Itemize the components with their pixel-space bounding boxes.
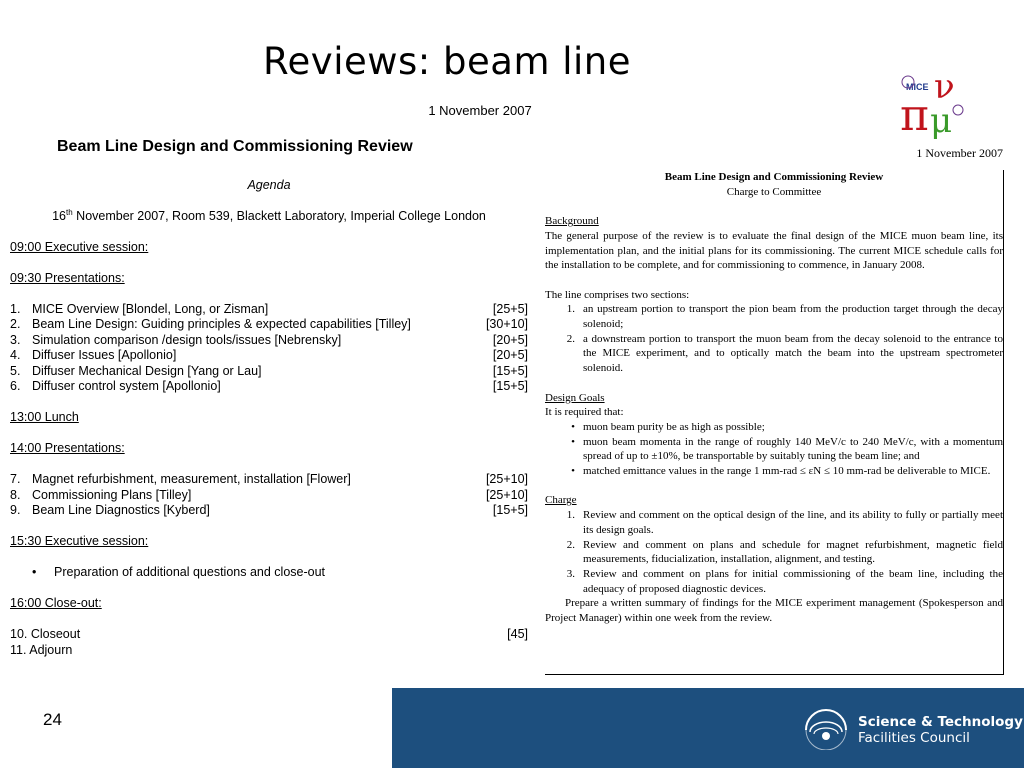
agenda-item: 6. Diffuser control system [Apollonio] [15+5] xyxy=(10,379,528,393)
charge-item: 3. Review and comment on plans for initial commissioning of the beam line, including the adequacy of proposed diagnostic devices. xyxy=(566,567,1003,595)
page-number: 24 xyxy=(43,710,62,729)
agenda-item: 2. Beam Line Design: Guiding principles & expected capabilities [Tilley] [30+10] xyxy=(10,317,528,331)
agenda-item-adjourn: 11. Adjourn xyxy=(10,642,73,657)
logo-pi: π xyxy=(900,90,929,140)
section-executive-2: 15:30 Executive session: xyxy=(10,534,149,548)
background-text: The general purpose of the review is to evaluate the final design of the MICE muon beam line, its implementation plan, and the initial plans for its commissioning. The current MICE schedule calls for the installation to be complete, and for commissioning to commence, in January 2008. xyxy=(545,229,1003,272)
design-goal-item: • muon beam purity be as high as possible; xyxy=(571,420,765,433)
section-presentations-2: 14:00 Presentations: xyxy=(10,441,125,455)
slide-title: Reviews: beam line xyxy=(263,40,632,83)
logo-nu: ν xyxy=(934,70,955,107)
agenda-item: 8. Commissioning Plans [Tilley] [25+10] xyxy=(10,487,528,502)
agenda-panel xyxy=(10,138,528,658)
line-intro: The line comprises two sections: xyxy=(545,288,690,301)
logo-mu: μ xyxy=(930,101,953,140)
charge-document xyxy=(545,170,1004,675)
agenda-label: Agenda xyxy=(247,178,291,192)
agenda-bullet-item: • Preparation of additional questions and close-out xyxy=(32,565,326,579)
background-heading: Background xyxy=(545,215,599,228)
line-section-item: 1. an upstream portion to transport the pion beam from the production target through the decay solenoid; xyxy=(566,303,1003,330)
agenda-item: 7. Magnet refurbishment, measurement, installation [Flower] [25+10] xyxy=(10,472,528,486)
design-goal-item: • matched emittance values in the range 1 mm-rad ≤ εN ≤ 10 mm-rad be deliverable to MICE. xyxy=(571,465,991,478)
agenda-item: 4. Diffuser Issues [Apollonio] [20+5] xyxy=(10,348,528,362)
charge-item: 2. Review and comment on plans and schedule for magnet refurbishment, magnetic field measurements, fiducialization, installation, alignment, and testing. xyxy=(566,538,1003,566)
goals-heading: Design Goals xyxy=(545,391,605,404)
section-presentations-1: 09:30 Presentations: xyxy=(10,270,125,285)
closing-text: Prepare a written summary of findings for the MICE experiment management (Spokesperson and Project Manager) within one week from the review. xyxy=(545,597,1003,625)
section-executive-1: 09:00 Executive session: xyxy=(10,239,149,254)
agenda-heading: Beam Line Design and Commissioning Review xyxy=(57,138,413,155)
stfc-org-name: Science & Technology Facilities Council xyxy=(858,714,1023,746)
stfc-logo-icon xyxy=(800,700,852,750)
doc-date: 1 November 2007 xyxy=(916,146,1003,160)
agenda-item: 1. MICE Overview [Blondel, Long, or Zisman] [25+5] xyxy=(10,301,528,316)
agenda-item: 9. Beam Line Diagnostics [Kyberd] [15+5] xyxy=(10,503,528,517)
doc-title: Beam Line Design and Commissioning Review xyxy=(664,171,884,183)
slide-date: 1 November 2007 xyxy=(428,103,532,118)
agenda-venue: 16th November 2007, Room 539, Blackett Laboratory, Imperial College London xyxy=(52,208,486,224)
agenda-item: 3. Simulation comparison /design tools/issues [Nebrensky] [20+5] xyxy=(10,332,528,347)
mice-logo xyxy=(896,70,974,140)
logo-mice-text: MICE xyxy=(906,82,929,92)
agenda-item-closeout: 10. Closeout [45] xyxy=(10,627,528,641)
goals-intro: It is required that: xyxy=(545,406,624,419)
charge-item: 1. Review and comment on the optical design of the line, and its ability to fully or partially meet its design goals. xyxy=(566,509,1003,536)
line-section-item: 2. a downstream portion to transport the muon beam from the decay solenoid to the entrance to the MICE experiment, and to optically match the beam into the upstream spectrometer solenoid. xyxy=(566,332,1003,375)
charge-heading: Charge xyxy=(545,494,577,507)
section-lunch: 13:00 Lunch xyxy=(10,410,79,424)
doc-subtitle: Charge to Committee xyxy=(726,185,822,198)
design-goal-item: • muon beam momenta in the range of roughly 140 MeV/c to 240 MeV/c, with a momentum spread of up to ±10%, be transportable by suitably tuning the beam line; and xyxy=(571,435,1003,463)
section-closeout: 16:00 Close-out: xyxy=(10,596,102,610)
agenda-item: 5. Diffuser Mechanical Design [Yang or Lau] [15+5] xyxy=(10,363,528,378)
